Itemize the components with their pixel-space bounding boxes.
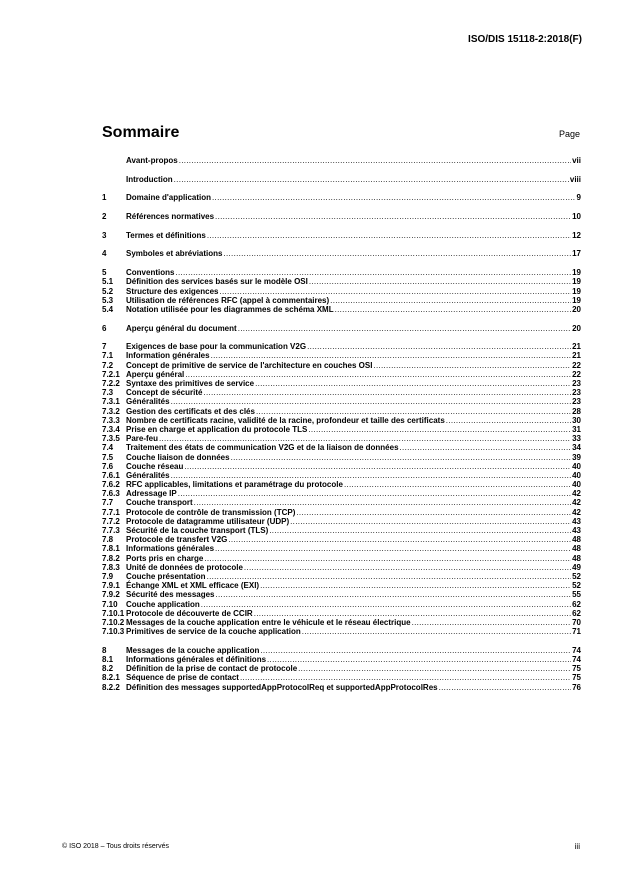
toc-entry[interactable] [102,268,581,277]
toc-entry-title: Protocole de transfert V2G [126,535,228,545]
toc-entry-title: Adressage IP [126,489,177,499]
toc-entry[interactable] [102,609,581,618]
toc-entry-title: Domaine d'application [126,193,212,203]
toc-entry-number: 7.3.4 [102,424,120,434]
toc-entry-page: 43 [572,526,581,535]
toc-dot-leader [215,544,571,553]
toc-entry[interactable] [102,305,581,314]
toc-dot-leader [185,370,571,379]
toc-entry-number: 6 [102,323,107,333]
toc-entry[interactable] [102,683,581,692]
toc-entry-page: 43 [572,516,581,526]
toc-dot-leader [290,517,571,526]
toc-entry-title: Couche présentation [126,571,206,581]
toc-entry-title: Introduction [126,174,173,184]
toc-entry-title: Utilisation de références RFC (appel à commentaires) [126,295,330,305]
toc-entry-page: 48 [572,553,581,563]
toc-dot-leader [194,498,571,507]
toc-entry-page: 74 [572,654,581,664]
toc-dot-leader [412,618,572,627]
toc-entry[interactable] [102,655,581,664]
toc-entry-title: Avant-propos [126,156,178,165]
toc-entry[interactable] [102,342,581,351]
toc-entry-number: 7.2.2 [102,379,120,388]
toc-entry[interactable] [102,618,581,627]
toc-entry[interactable] [102,249,581,258]
toc-entry-number: 7.3.5 [102,434,120,444]
toc-entry-number: 7.4 [102,443,114,453]
toc-entry-page: 9 [576,193,581,203]
toc-entry[interactable] [102,425,581,434]
toc-entry[interactable] [102,554,581,563]
toc-entry-title: Définition des services basés sur le modèle OSI [126,277,308,287]
toc-entry-number: 7.6 [102,461,114,471]
toc-entry[interactable] [102,397,581,406]
toc-entry-title: Unité de données de protocole [126,562,243,572]
toc-entry-title: Symboles et abréviations [126,249,223,259]
title-row [102,124,580,144]
toc-dot-leader [204,554,571,563]
toc-entry-title: Concept de sécurité [126,388,203,398]
toc-entry-number: 7 [102,342,107,352]
toc-dot-leader [344,480,571,489]
toc-entry-title: Messages de la couche application [126,645,260,655]
toc-entry-page: 22 [572,360,581,370]
toc-dot-leader [215,212,571,221]
toc-entry-number: 7.7.3 [102,526,120,535]
toc-entry[interactable] [102,434,581,443]
toc-entry-page: 75 [572,673,581,683]
toc-entry-title: Couche réseau [126,461,184,471]
toc-entry[interactable] [102,361,581,370]
toc-entry-number: 7.3.1 [102,397,120,407]
toc-entry[interactable] [102,471,581,480]
toc-entry-title: Conventions [126,268,175,278]
toc-entry-title: Prise en charge et application du protocole TLS [126,424,308,434]
toc-dot-leader [298,664,571,673]
toc-entry-title: Concept de primitive de service de l'architecture en couches OSI [126,360,373,370]
toc-dot-leader [260,581,571,590]
toc-entry[interactable] [102,296,581,305]
toc-entry-title: Nombre de certificats racine, validité de la racine, profondeur et taille des certificats [126,415,445,425]
toc-entry-page: 19 [572,295,581,305]
toc-entry-number: 7.10 [102,599,118,609]
toc-entry-page: 22 [572,369,581,379]
toc-entry-page: 71 [572,627,581,637]
toc-entry-title: Séquence de prise de contact [126,673,239,683]
toc-entry-number: 8 [102,645,107,655]
toc-entry-page: 62 [572,599,581,609]
toc-entry-number: 7.7 [102,498,114,508]
toc-dot-leader [207,572,572,581]
toc-dot-leader [201,600,571,609]
toc-entry-number: 7.2.1 [102,369,120,379]
toc-entry[interactable] [102,351,581,360]
toc-entry-number: 7.8.3 [102,562,120,572]
toc-entry[interactable] [102,370,581,379]
toc-dot-leader [267,655,571,664]
toc-entry-number: 8.1 [102,654,114,664]
toc-entry-number: 7.1 [102,351,114,361]
toc-entry-title: Protocole de contrôle de transmission (TCP) [126,507,296,517]
toc-entry[interactable] [102,581,581,590]
toc-entry-title: Protocole de datagramme utilisateur (UDP) [126,516,290,526]
toc-dot-leader [175,268,571,277]
toc-entry-page: 23 [572,388,581,398]
toc-entry-title: Couche application [126,599,200,609]
toc-entry-number: 3 [102,230,107,240]
toc-entry[interactable] [102,388,581,397]
toc-dot-leader [244,563,571,572]
toc-entry-page: 23 [572,397,581,407]
toc-entry[interactable] [102,416,581,425]
toc-entry-title: Exigences de base pour la communication V2G [126,342,307,352]
toc-dot-leader [184,462,571,471]
toc-entry-number: 7.10.1 [102,608,125,618]
toc-entry-title: Sécurité des messages [126,590,215,600]
toc-entry[interactable] [102,443,581,452]
toc-entry[interactable] [102,517,581,526]
toc-dot-leader [446,416,571,425]
toc-entry-page: 76 [572,682,581,692]
toc-entry-title: RFC applicables, limitations et paramétrage du protocole [126,480,343,490]
footer-copyright: © ISO 2018 – Tous droits réservés [62,843,169,850]
toc-entry-title: Échange XML et XML efficace (EXI) [126,581,260,591]
toc-entry-page: 52 [572,581,581,591]
toc-dot-leader [223,249,571,258]
toc-entry-title: Protocole de découverte de CCIR [126,608,253,618]
toc-entry[interactable] [102,175,581,184]
toc-dot-leader [439,683,572,692]
toc-entry[interactable] [102,156,581,165]
toc-entry[interactable] [102,535,581,544]
toc-entry-page: 48 [572,535,581,545]
toc-entry-page: 20 [572,304,581,314]
toc-dot-leader [212,193,576,202]
toc-entry[interactable] [102,600,581,609]
toc-entry-page: 21 [572,351,581,361]
toc-entry-number: 7.8 [102,535,114,545]
toc-entry-number: 7.7.1 [102,507,120,517]
toc-entry-number: 7.6.3 [102,489,120,499]
toc-entry-page: vii [572,156,581,165]
toc-entry-page: 17 [572,249,581,259]
toc-entry-page: viii [569,174,581,184]
toc-entry-title: Couche transport [126,498,193,508]
toc-entry-page: 42 [572,507,581,517]
toc-entry[interactable] [102,231,581,240]
toc-entry-page: 34 [572,443,581,453]
toc-entry-page: 40 [572,480,581,490]
table-of-contents [102,156,581,692]
toc-entry[interactable] [102,212,581,221]
toc-dot-leader [228,535,571,544]
toc-entry[interactable] [102,277,581,286]
toc-entry-title: Généralités [126,397,170,407]
toc-entry-number: 8.2.1 [102,673,120,683]
toc-dot-leader [255,379,571,388]
toc-dot-leader [171,397,572,406]
toc-dot-leader [296,508,571,517]
toc-entry[interactable] [102,673,581,682]
toc-entry-page: 48 [572,544,581,554]
toc-entry-title: Pare-feu [126,434,159,444]
toc-entry-title: Ports pris en charge [126,553,204,563]
toc-entry-number: 7.9.2 [102,590,120,600]
toc-dot-leader [219,287,571,296]
toc-entry-title: Notation utilisée pour les diagrammes de schéma XML [126,304,334,314]
toc-entry[interactable] [102,193,581,202]
toc-entry-page: 39 [572,452,581,462]
toc-entry-number: 4 [102,249,107,259]
toc-entry-title: Définition des messages supportedAppProtocolReq et supportedAppProtocolRes [126,682,438,692]
toc-entry-page: 21 [572,342,581,352]
toc-dot-leader [207,231,571,240]
toc-entry-number: 7.8.1 [102,544,120,554]
toc-entry[interactable] [102,590,581,599]
toc-dot-leader [159,434,571,443]
toc-entry-title: Information générales [126,351,210,361]
toc-entry-page: 33 [572,434,581,444]
toc-entry-number: 7.9 [102,571,114,581]
toc-dot-leader [254,609,571,618]
toc-dot-leader [400,443,572,452]
toc-entry-page: 40 [572,470,581,480]
toc-entry-page: 30 [572,415,581,425]
toc-dot-leader [269,526,571,535]
toc-entry[interactable] [102,627,581,636]
toc-entry-page: 70 [572,617,581,627]
toc-entry-page: 12 [572,230,581,240]
toc-entry-page: 19 [572,277,581,287]
toc-entry[interactable] [102,462,581,471]
toc-entry-title: Informations générales [126,544,215,554]
toc-dot-leader [260,646,571,655]
toc-entry-number: 7.3.2 [102,406,120,416]
toc-entry-page: 31 [572,424,581,434]
toc-entry-page: 74 [572,645,581,655]
toc-entry-number: 7.6.1 [102,470,120,480]
toc-dot-leader [330,296,571,305]
toc-entry-page: 23 [572,379,581,388]
toc-entry-page: 75 [572,664,581,674]
toc-entry-number: 7.8.2 [102,553,120,563]
toc-dot-leader [203,388,571,397]
toc-entry-number: 8.2 [102,664,114,674]
toc-entry-number: 7.2 [102,360,114,370]
toc-entry-page: 52 [572,571,581,581]
toc-dot-leader [373,361,571,370]
toc-entry-title: Traitement des états de communication V2G et de la liaison de données [126,443,399,453]
toc-entry-number: 7.10.2 [102,617,125,627]
toc-entry-title: Informations générales et définitions [126,654,267,664]
toc-entry-title: Définition de la prise de contact de protocole [126,664,298,674]
toc-entry-page: 10 [572,212,581,222]
toc-dot-leader [231,453,572,462]
document-id-header: ISO/DIS 15118-2:2018(F) [468,34,582,45]
toc-entry-number: 5.2 [102,286,114,296]
toc-entry-page: 42 [572,498,581,508]
toc-entry-page: 42 [572,489,581,499]
toc-dot-leader [240,673,571,682]
toc-entry-title: Aperçu général du document [126,323,237,333]
toc-entry-page: 20 [572,323,581,333]
toc-entry[interactable] [102,453,581,462]
footer-page-number: iii [574,842,580,851]
toc-entry-page: 19 [572,268,581,278]
toc-entry[interactable] [102,664,581,673]
toc-dot-leader [302,627,571,636]
toc-entry[interactable] [102,572,581,581]
toc-dot-leader [335,305,571,314]
toc-dot-leader [216,590,572,599]
toc-entry-title: Aperçu général [126,369,185,379]
toc-entry-number: 5.3 [102,295,114,305]
toc-dot-leader [308,425,571,434]
toc-entry-number: 5 [102,268,107,278]
toc-entry-title: Primitives de service de la couche application [126,627,301,637]
toc-entry-title: Termes et définitions [126,230,206,240]
toc-entry-title: Couche liaison de données [126,452,230,462]
toc-dot-leader [307,342,571,351]
toc-entry-number: 7.6.2 [102,480,120,490]
toc-entry-number: 7.9.1 [102,581,120,591]
toc-entry-number: 8.2.2 [102,682,120,692]
toc-entry-page: 40 [572,461,581,471]
toc-entry-number: 5.1 [102,277,114,287]
toc-title: Sommaire [102,124,180,141]
toc-entry-page: 62 [572,608,581,618]
toc-entry-number: 1 [102,193,107,203]
toc-entry[interactable] [102,480,581,489]
toc-entry[interactable] [102,379,581,388]
toc-entry[interactable] [102,407,581,416]
toc-entry-number: 2 [102,212,107,222]
toc-entry[interactable] [102,563,581,572]
toc-entry-page: 28 [572,406,581,416]
toc-entry-page: 49 [572,562,581,572]
toc-dot-leader [179,156,571,165]
toc-dot-leader [238,324,571,333]
toc-entry-number: 7.3.3 [102,415,120,425]
toc-entry-number: 5.4 [102,304,114,314]
toc-entry-title: Structure des exigences [126,286,219,296]
toc-entry-title: Références normatives [126,212,215,222]
toc-dot-leader [171,471,572,480]
toc-entry-title: Messages de la couche application entre le véhicule et le réseau électrique [126,617,411,627]
toc-entry-page: 19 [572,286,581,296]
toc-dot-leader [178,489,571,498]
toc-entry-title: Gestion des certificats et des clés [126,406,255,416]
toc-entry[interactable] [102,287,581,296]
toc-entry-number: 7.7.2 [102,516,120,526]
toc-entry-page: 55 [572,590,581,600]
toc-dot-leader [309,277,571,286]
page-column-label: Page [558,129,580,139]
toc-entry-number: 7.3 [102,388,114,398]
toc-entry[interactable] [102,526,581,535]
toc-entry[interactable] [102,544,581,553]
toc-entry[interactable] [102,646,581,655]
toc-entry-title: Sécurité de la couche transport (TLS) [126,526,269,535]
toc-dot-leader [174,175,569,184]
toc-dot-leader [211,351,572,360]
toc-entry[interactable] [102,508,581,517]
toc-entry[interactable] [102,498,581,507]
toc-entry-number: 7.10.3 [102,627,125,637]
toc-entry[interactable] [102,489,581,498]
toc-entry-number: 7.5 [102,452,114,462]
toc-entry[interactable] [102,324,581,333]
toc-entry-title: Syntaxe des primitives de service [126,379,255,388]
toc-entry-title: Généralités [126,470,170,480]
toc-dot-leader [256,407,571,416]
